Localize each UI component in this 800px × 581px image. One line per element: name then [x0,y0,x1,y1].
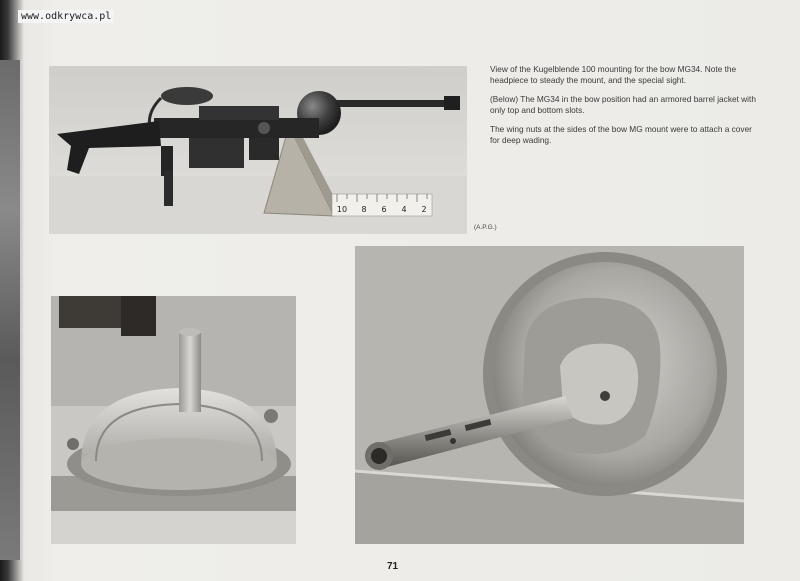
ruler-number: 2 [421,205,427,214]
ruler-number: 6 [381,205,387,214]
caption-block [490,64,758,154]
ruler-number: 10 [336,205,348,214]
photo-bow-mg-barrel-jacket [355,246,744,544]
photo-credit: (A.P.G.) [474,224,497,231]
photo-kugelblende-mg34 [49,66,467,234]
facing-page-edge [0,60,22,560]
ruler-number: 4 [401,205,407,214]
ruler-number: 8 [361,205,367,214]
caption-paragraph-2: (Below) The MG34 in the bow position had an armored barrel jacket with only top and bottom slots. [490,94,756,115]
caption-paragraph-1: View of the Kugelblende 100 mounting for the bow MG34. Note the headpiece to steady the mount, and the special sight. [490,64,737,85]
page-number: 71 [387,561,399,572]
site-watermark: www.odkrywca.pl [18,10,114,23]
photo-mount-headpiece [51,296,296,544]
caption-paragraph-3: The wing nuts at the sides of the bow MG mount were to attach a cover for deep wading. [490,124,752,145]
